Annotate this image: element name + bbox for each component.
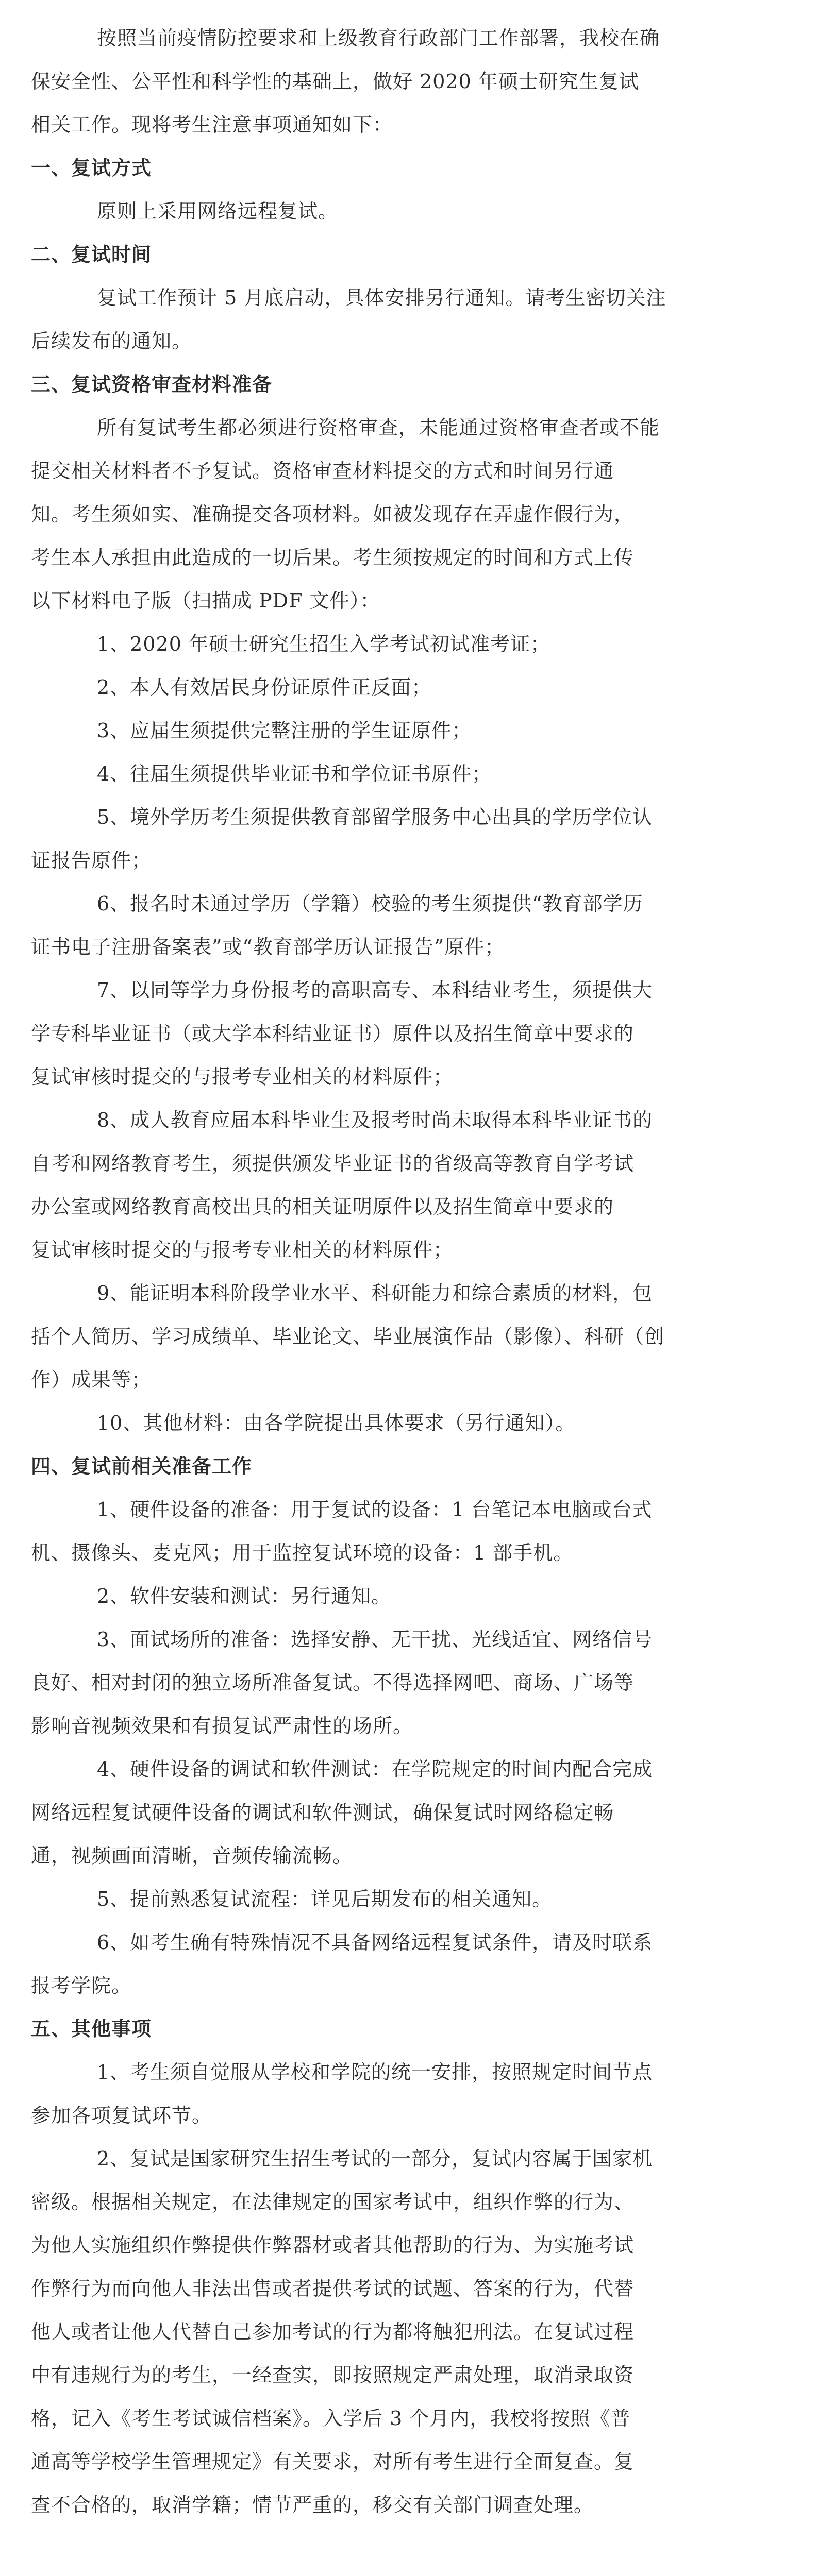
- paragraph-line: 机、摄像头、麦克风；用于监控复试环境的设备：1 部手机。: [31, 1541, 574, 1564]
- paragraph-line: 作弊行为而向他人非法出售或者提供考试的试题、答案的行为，代替: [31, 2277, 635, 2300]
- paragraph-line: 证报告原件；: [31, 849, 152, 872]
- paragraph: [31, 1574, 776, 1618]
- paragraph-line: 报考学院。: [31, 1974, 132, 1997]
- paragraph-line: 参加各项复试环节。: [31, 2104, 212, 2127]
- paragraph-line: 3、应届生须提供完整注册的学生证原件；: [97, 719, 472, 742]
- paragraph: [31, 752, 776, 795]
- paragraph-line: 1、硬件设备的准备：用于复试的设备：1 台笔记本电脑或台式: [97, 1498, 653, 1521]
- heading-text: 二、复试时间: [31, 243, 152, 266]
- paragraph: [31, 190, 776, 233]
- section-heading: [31, 2007, 776, 2050]
- paragraph-line: 以下材料电子版（扫描成 PDF 文件）：: [31, 589, 380, 612]
- paragraph-line: 良好、相对封闭的独立场所准备复试。不得选择网吧、商场、广场等: [31, 1671, 635, 1694]
- paragraph-line: 中有违规行为的考生，一经查实，即按照规定严肃处理，取消录取资: [31, 2364, 635, 2386]
- paragraph-line: 1、2020 年硕士研究生招生入学考试初试准考证；: [97, 633, 550, 655]
- paragraph-line: 自考和网络教育考生，须提供颁发毕业证书的省级高等教育自学考试: [31, 1152, 635, 1175]
- paragraph-line: 复试审核时提交的与报考专业相关的材料原件；: [31, 1239, 454, 1261]
- paragraph-line: 7、以同等学力身份报考的高职高专、本科结业考生，须提供大: [97, 979, 653, 1002]
- heading-text: 三、复试资格审查材料准备: [31, 373, 273, 396]
- paragraph-line: 10、其他材料：由各学院提出具体要求（另行通知）。: [97, 1412, 576, 1434]
- paragraph-line: 密级。根据相关规定，在法律规定的国家考试中，组织作弊的行为、: [31, 2191, 635, 2213]
- paragraph-line: 2、软件安装和测试：另行通知。: [97, 1585, 392, 1607]
- paragraph: [31, 666, 776, 709]
- paragraph-line: 2、本人有效居民身份证原件正反面；: [97, 676, 432, 699]
- paragraph: [31, 969, 776, 1098]
- heading-text: 一、复试方式: [31, 157, 152, 179]
- paragraph-line: 保安全性、公平性和科学性的基础上，做好 2020 年硕士研究生复试: [31, 70, 639, 93]
- paragraph-line: 相关工作。现将考生注意事项通知如下：: [31, 113, 393, 136]
- paragraph: [31, 1272, 776, 1401]
- paragraph-line: 按照当前疫情防控要求和上级教育行政部门工作部署，我校在确: [97, 27, 660, 49]
- paragraph-line: 4、往届生须提供毕业证书和学位证书原件；: [97, 762, 492, 785]
- paragraph-line: 为他人实施组织作弊提供作弊器材或者其他帮助的行为、为实施考试: [31, 2234, 635, 2257]
- paragraph: [31, 1401, 776, 1445]
- paragraph-line: 4、硬件设备的调试和软件测试：在学院规定的时间内配合完成: [97, 1758, 653, 1781]
- paragraph-line: 提交相关材料者不予复试。资格审查材料提交的方式和时间另行通: [31, 460, 614, 482]
- paragraph-line: 6、如考生确有特殊情况不具备网络远程复试条件，请及时联系: [97, 1931, 653, 1954]
- paragraph-line: 通高等学校学生管理规定》有关要求，对所有考生进行全面复查。复: [31, 2450, 635, 2473]
- paragraph: [31, 16, 776, 146]
- paragraph: [31, 276, 776, 363]
- paragraph-line: 考生本人承担由此造成的一切后果。考生须按规定的时间和方式上传: [31, 546, 635, 569]
- paragraph-line: 他人或者让他人代替自己参加考试的行为都将触犯刑法。在复试过程: [31, 2320, 635, 2343]
- paragraph-line: 格，记入《考生考试诚信档案》。入学后 3 个月内，我校将按照《普: [31, 2407, 631, 2430]
- section-heading: [31, 146, 776, 190]
- paragraph: [31, 2137, 776, 2527]
- paragraph-line: 所有复试考生都必须进行资格审查，未能通过资格审查者或不能: [97, 416, 660, 439]
- paragraph: [31, 1488, 776, 1574]
- section-heading: [31, 233, 776, 276]
- paragraph-line: 5、提前熟悉复试流程：详见后期发布的相关通知。: [97, 1888, 553, 1910]
- paragraph-line: 通，视频画面清晰，音频传输流畅。: [31, 1844, 353, 1867]
- paragraph: [31, 1877, 776, 1921]
- paragraph-line: 2、复试是国家研究生招生考试的一部分，复试内容属于国家机: [97, 2147, 653, 2170]
- paragraph-line: 影响音视频效果和有损复试严肃性的场所。: [31, 1715, 413, 1737]
- paragraph-line: 原则上采用网络远程复试。: [97, 200, 339, 223]
- paragraph: [31, 882, 776, 969]
- paragraph-line: 3、面试场所的准备：选择安静、无干扰、光线适宜、网络信号: [97, 1628, 653, 1651]
- paragraph-line: 网络远程复试硬件设备的调试和软件测试，确保复试时网络稳定畅: [31, 1801, 614, 1824]
- paragraph: [31, 1921, 776, 2007]
- paragraph-line: 5、境外学历考生须提供教育部留学服务中心出具的学历学位认: [97, 806, 653, 828]
- paragraph-line: 查不合格的，取消学籍；情节严重的，移交有关部门调查处理。: [31, 2494, 594, 2516]
- paragraph-line: 9、能证明本科阶段学业水平、科研能力和综合素质的材料，包: [97, 1282, 653, 1304]
- paragraph: [31, 1618, 776, 1748]
- paragraph: [31, 709, 776, 752]
- paragraph-line: 办公室或网络教育高校出具的相关证明原件以及招生简章中要求的: [31, 1195, 614, 1218]
- paragraph-line: 8、成人教育应届本科毕业生及报考时尚未取得本科毕业证书的: [97, 1109, 653, 1131]
- paragraph-line: 作）成果等；: [31, 1368, 152, 1391]
- paragraph-line: 证书电子注册备案表”或“教育部学历认证报告”原件；: [31, 936, 505, 958]
- paragraph: [31, 795, 776, 882]
- section-heading: [31, 1445, 776, 1488]
- paragraph-line: 复试工作预计 5 月底启动，具体安排另行通知。请考生密切关注: [97, 286, 666, 309]
- paragraph: [31, 622, 776, 666]
- paragraph: [31, 1098, 776, 1272]
- paragraph-line: 后续发布的通知。: [31, 330, 192, 352]
- paragraph: [31, 1748, 776, 1877]
- paragraph-line: 学专科毕业证书（或大学本科结业证书）原件以及招生简章中要求的: [31, 1022, 635, 1045]
- paragraph-line: 括个人简历、学习成绩单、毕业论文、毕业展演作品（影像）、科研（创: [31, 1325, 665, 1348]
- section-heading: [31, 363, 776, 406]
- paragraph-line: 复试审核时提交的与报考专业相关的材料原件；: [31, 1065, 454, 1088]
- heading-text: 四、复试前相关准备工作: [31, 1455, 253, 1478]
- paragraph: [31, 406, 776, 622]
- paragraph-line: 知。考生须如实、准确提交各项材料。如被发现存在弄虚作假行为，: [31, 503, 635, 526]
- paragraph-line: 1、考生须自觉服从学校和学院的统一安排，按照规定时间节点: [97, 2061, 653, 2083]
- paragraph: [31, 2050, 776, 2137]
- paragraph-line: 6、报名时未通过学历（学籍）校验的考生须提供“教育部学历: [97, 892, 643, 915]
- heading-text: 五、其他事项: [31, 2018, 152, 2040]
